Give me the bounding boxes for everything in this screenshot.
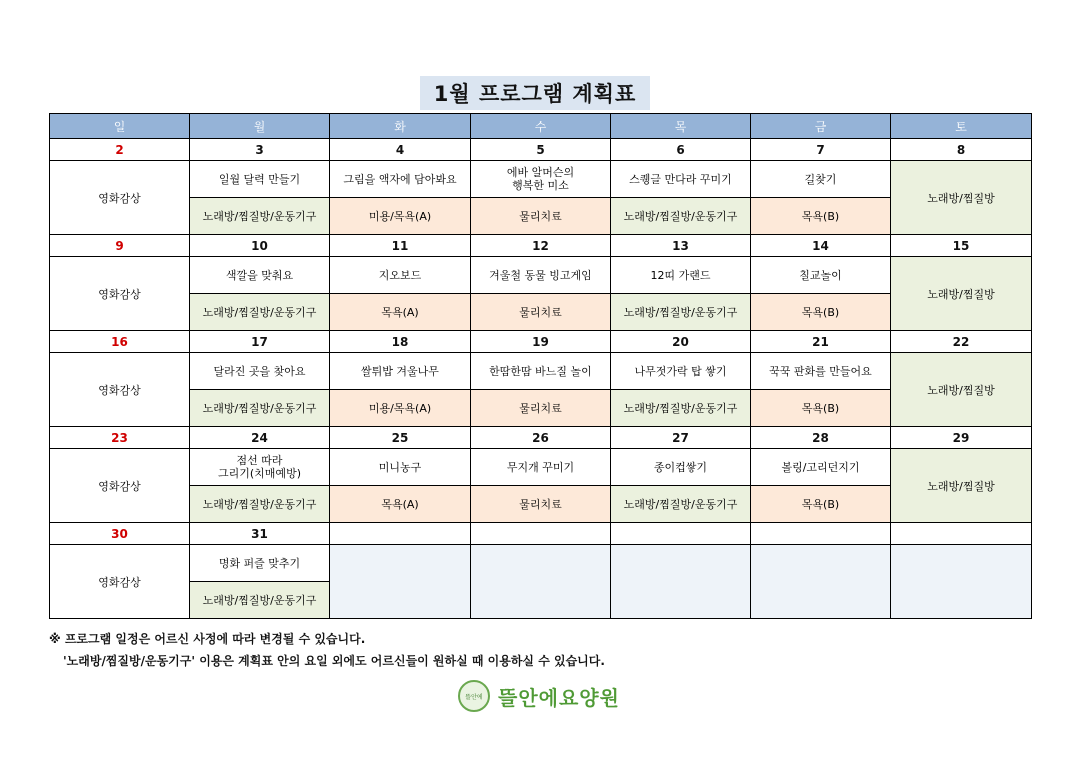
activity-row [50, 161, 1032, 198]
program-activity: 칠교놀이 [751, 257, 891, 294]
program-activity: 물리치료 [471, 294, 611, 331]
weekday-header: 목 [611, 114, 751, 139]
sunday-program: 영화감상 [50, 545, 190, 619]
date-cell: 10 [190, 235, 330, 257]
activity-row [50, 257, 1032, 294]
activity-row [50, 486, 1032, 523]
program-activity: 노래방/찜질방/운동기구 [190, 486, 330, 523]
date-cell: 12 [471, 235, 611, 257]
date-cell: 2 [50, 139, 190, 161]
logo-name: 뜰안에요양원 [498, 685, 620, 710]
date-cell: 3 [190, 139, 330, 161]
date-cell: 7 [751, 139, 891, 161]
program-activity: 노래방/찜질방/운동기구 [611, 198, 751, 235]
saturday-program: 노래방/찜질방 [891, 353, 1032, 427]
weekday-header: 금 [751, 114, 891, 139]
program-activity: 스퀭글 만다라 꾸미기 [611, 161, 751, 198]
facility-logo [458, 680, 620, 712]
date-row [50, 523, 1032, 545]
program-activity: 노래방/찜질방/운동기구 [611, 390, 751, 427]
date-cell: 17 [190, 331, 330, 353]
program-activity: 겨울철 동물 빙고게임 [471, 257, 611, 294]
weekday-header: 화 [330, 114, 471, 139]
saturday-program: 노래방/찜질방 [891, 449, 1032, 523]
empty-cell [611, 545, 751, 619]
program-activity: 에바 알머슨의 행복한 미소 [471, 161, 611, 198]
sunday-program: 영화감상 [50, 257, 190, 331]
date-cell: 6 [611, 139, 751, 161]
activity-row [50, 353, 1032, 390]
program-activity: 목욕(B) [751, 486, 891, 523]
date-cell: 23 [50, 427, 190, 449]
activity-row [50, 198, 1032, 235]
program-activity: 꾹꾹 판화를 만들어요 [751, 353, 891, 390]
program-activity: 노래방/찜질방/운동기구 [190, 390, 330, 427]
program-activity: 노래방/찜질방/운동기구 [190, 198, 330, 235]
note-facility-usage: '노래방/찜질방/운동기구' 이용은 계획표 안의 요일 외에도 어르신들이 원하실 때 이용하실 수 있습니다. [63, 654, 605, 668]
sunday-program: 영화감상 [50, 449, 190, 523]
program-activity: 지오보드 [330, 257, 471, 294]
date-cell: 14 [751, 235, 891, 257]
program-activity: 나무젓가락 탑 쌓기 [611, 353, 751, 390]
empty-cell [330, 545, 471, 619]
date-cell: 13 [611, 235, 751, 257]
notes [49, 628, 605, 672]
program-activity: 목욕(B) [751, 390, 891, 427]
program-activity: 볼링/고리던지기 [751, 449, 891, 486]
date-cell: 24 [190, 427, 330, 449]
saturday-program: 노래방/찜질방 [891, 257, 1032, 331]
logo-seal-icon: 뜰안에 [458, 680, 490, 712]
date-cell: 4 [330, 139, 471, 161]
date-cell: 30 [50, 523, 190, 545]
date-cell: 26 [471, 427, 611, 449]
program-activity: 노래방/찜질방/운동기구 [190, 294, 330, 331]
date-cell: 21 [751, 331, 891, 353]
date-cell: 28 [751, 427, 891, 449]
date-cell: 16 [50, 331, 190, 353]
program-activity: 노래방/찜질방/운동기구 [611, 294, 751, 331]
date-cell: 29 [891, 427, 1032, 449]
program-activity: 일월 달력 만들기 [190, 161, 330, 198]
program-calendar-table [49, 113, 1032, 619]
program-activity: 물리치료 [471, 198, 611, 235]
sunday-program: 영화감상 [50, 353, 190, 427]
date-cell: 9 [50, 235, 190, 257]
date-row [50, 235, 1032, 257]
program-activity: 달라진 곳을 찾아요 [190, 353, 330, 390]
date-cell: 5 [471, 139, 611, 161]
empty-cell [471, 545, 611, 619]
program-activity: 목욕(A) [330, 294, 471, 331]
empty-cell [751, 545, 891, 619]
program-activity: 12띠 가랜드 [611, 257, 751, 294]
program-activity: 목욕(B) [751, 294, 891, 331]
program-activity: 미용/목욕(A) [330, 390, 471, 427]
program-activity: 쌀튀밥 겨울나무 [330, 353, 471, 390]
activity-row [50, 390, 1032, 427]
program-activity: 종이컵쌓기 [611, 449, 751, 486]
program-activity: 목욕(A) [330, 486, 471, 523]
program-activity: 명화 퍼즐 맞추기 [190, 545, 330, 582]
date-cell [471, 523, 611, 545]
date-cell: 18 [330, 331, 471, 353]
date-cell: 11 [330, 235, 471, 257]
date-cell: 19 [471, 331, 611, 353]
date-cell: 20 [611, 331, 751, 353]
program-activity: 물리치료 [471, 486, 611, 523]
date-cell: 25 [330, 427, 471, 449]
program-activity: 점선 따라 그리기(치매예방) [190, 449, 330, 486]
date-cell: 8 [891, 139, 1032, 161]
weekday-header: 토 [891, 114, 1032, 139]
empty-cell [891, 545, 1032, 619]
sunday-program: 영화감상 [50, 161, 190, 235]
activity-row [50, 294, 1032, 331]
weekday-header: 수 [471, 114, 611, 139]
date-cell [611, 523, 751, 545]
date-cell [330, 523, 471, 545]
date-row [50, 427, 1032, 449]
program-activity: 색깔을 맞춰요 [190, 257, 330, 294]
program-activity: 미용/목욕(A) [330, 198, 471, 235]
program-activity: 노래방/찜질방/운동기구 [190, 582, 330, 619]
program-activity: 그림을 액자에 담아봐요 [330, 161, 471, 198]
program-activity: 무지개 꾸미기 [471, 449, 611, 486]
date-cell: 27 [611, 427, 751, 449]
weekday-header: 월 [190, 114, 330, 139]
program-activity: 물리치료 [471, 390, 611, 427]
date-cell [891, 523, 1032, 545]
weekday-header: 일 [50, 114, 190, 139]
weekday-header-row [50, 114, 1032, 139]
saturday-program: 노래방/찜질방 [891, 161, 1032, 235]
date-row [50, 139, 1032, 161]
program-activity: 목욕(B) [751, 198, 891, 235]
date-cell: 31 [190, 523, 330, 545]
activity-row [50, 545, 1032, 582]
date-cell [751, 523, 891, 545]
program-activity: 노래방/찜질방/운동기구 [611, 486, 751, 523]
program-activity: 미니농구 [330, 449, 471, 486]
page-title: 1월 프로그램 계획표 [420, 76, 651, 110]
activity-row [50, 449, 1032, 486]
date-cell: 22 [891, 331, 1032, 353]
program-activity: 길찾기 [751, 161, 891, 198]
note-schedule-change: ※ 프로그램 일정은 어르신 사정에 따라 변경될 수 있습니다. [49, 632, 366, 646]
program-activity: 한땀한땀 바느질 놀이 [471, 353, 611, 390]
date-row [50, 331, 1032, 353]
date-cell: 15 [891, 235, 1032, 257]
